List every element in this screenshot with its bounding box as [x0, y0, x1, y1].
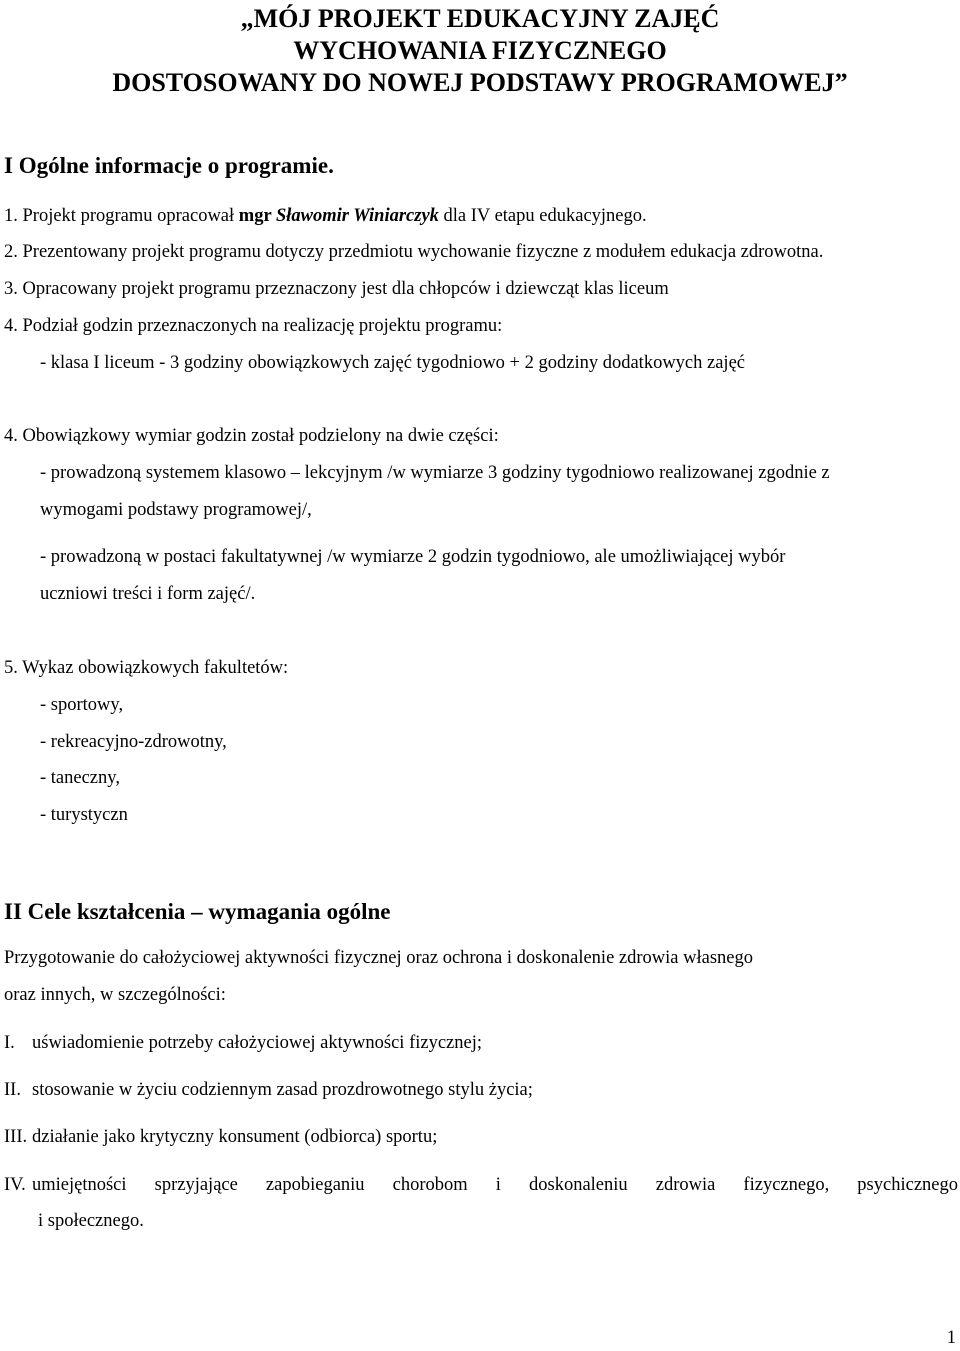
section-1-heading: I Ogólne informacje o programie.	[4, 153, 334, 178]
item-4b-sub2-a: - prowadzoną w postaci fakultatywnej /w wymiarze 2 godzin tygodniowo, ale umożliwiającej wybór	[40, 547, 786, 567]
goal-item	[4, 1080, 21, 1101]
section-2-heading: II Cele kształcenia – wymagania ogólne	[4, 899, 391, 924]
title-line-1: „MÓJ PROJEKT EDUKACYJNY ZAJĘĆ	[240, 4, 720, 33]
item-4b-sub1-b: wymogami podstawy programowej/,	[40, 500, 312, 520]
item-4b-sub1-a: - prowadzoną systemem klasowo – lekcyjnym /w wymiarze 3 godziny tygodniowo realizowanej zgodnie z	[40, 463, 830, 483]
goal-item	[4, 1127, 27, 1148]
item-1-prefix: 1. Projekt programu opracował	[4, 206, 239, 226]
section-2-intro-a: Przygotowanie do całożyciowej aktywności fizycznej oraz ochrona i doskonalenie zdrowia własnego	[4, 948, 753, 968]
item-5: 5. Wykaz obowiązkowych fakultetów:	[4, 658, 289, 678]
item-4-sub: - klasa I liceum - 3 godziny obowiązkowych zajęć tygodniowo + 2 godziny dodatkowych zajęć	[40, 353, 745, 373]
item-1-suffix: dla IV etapu edukacyjnego.	[438, 206, 647, 226]
section-2-intro-b: oraz innych, w szczególności:	[4, 985, 226, 1005]
item-4b: 4. Obowiązkowy wymiar godzin został podzielony na dwie części:	[4, 426, 499, 446]
title-line-2: WYCHOWANIA FIZYCZNEGO	[293, 36, 667, 65]
item-1	[4, 206, 647, 227]
goal-number: I.	[4, 1033, 15, 1053]
goal-text: stosowanie w życiu codziennym zasad prozdrowotnego stylu życia;	[32, 1080, 533, 1100]
item-4: 4. Podział godzin przeznaczonych na realizację projektu programu:	[4, 316, 503, 336]
item-1-author: Sławomir Winiarczyk	[275, 206, 439, 226]
faculty-item: - rekreacyjno-zdrowotny,	[40, 732, 227, 752]
item-1-mgr: mgr	[238, 206, 276, 226]
item-2: 2. Prezentowany projekt programu dotyczy przedmiotu wychowanie fizyczne z modułem edukacja zdrowotna.	[4, 242, 824, 262]
faculty-item: - taneczny,	[40, 768, 120, 788]
title-line-3: DOSTOSOWANY DO NOWEJ PODSTAWY PROGRAMOWEJ”	[112, 68, 848, 97]
goal-text-continuation: i społecznego.	[38, 1211, 144, 1231]
goal-text: działanie jako krytyczny konsument (odbiorca) sportu;	[32, 1127, 438, 1147]
faculty-item: - sportowy,	[40, 695, 124, 715]
goal-text: uświadomienie potrzeby całożyciowej aktywności fizycznej;	[32, 1033, 482, 1053]
goal-item	[4, 1033, 15, 1054]
goal-number: IV.	[4, 1175, 26, 1195]
goal-text: umiejętności sprzyjające zapobieganiu chorobom i doskonaleniu zdrowia fizycznego, psychicznego	[32, 1175, 958, 1195]
goal-item	[4, 1175, 26, 1196]
item-4b-sub2-b: uczniowi treści i form zajęć/.	[40, 584, 256, 604]
goal-number: III.	[4, 1127, 28, 1147]
faculty-item: - turystyczn	[40, 805, 128, 825]
goal-number: II.	[4, 1080, 21, 1100]
page-number: 1	[946, 1328, 956, 1348]
item-3: 3. Opracowany projekt programu przeznaczony jest dla chłopców i dziewcząt klas liceum	[4, 279, 669, 299]
